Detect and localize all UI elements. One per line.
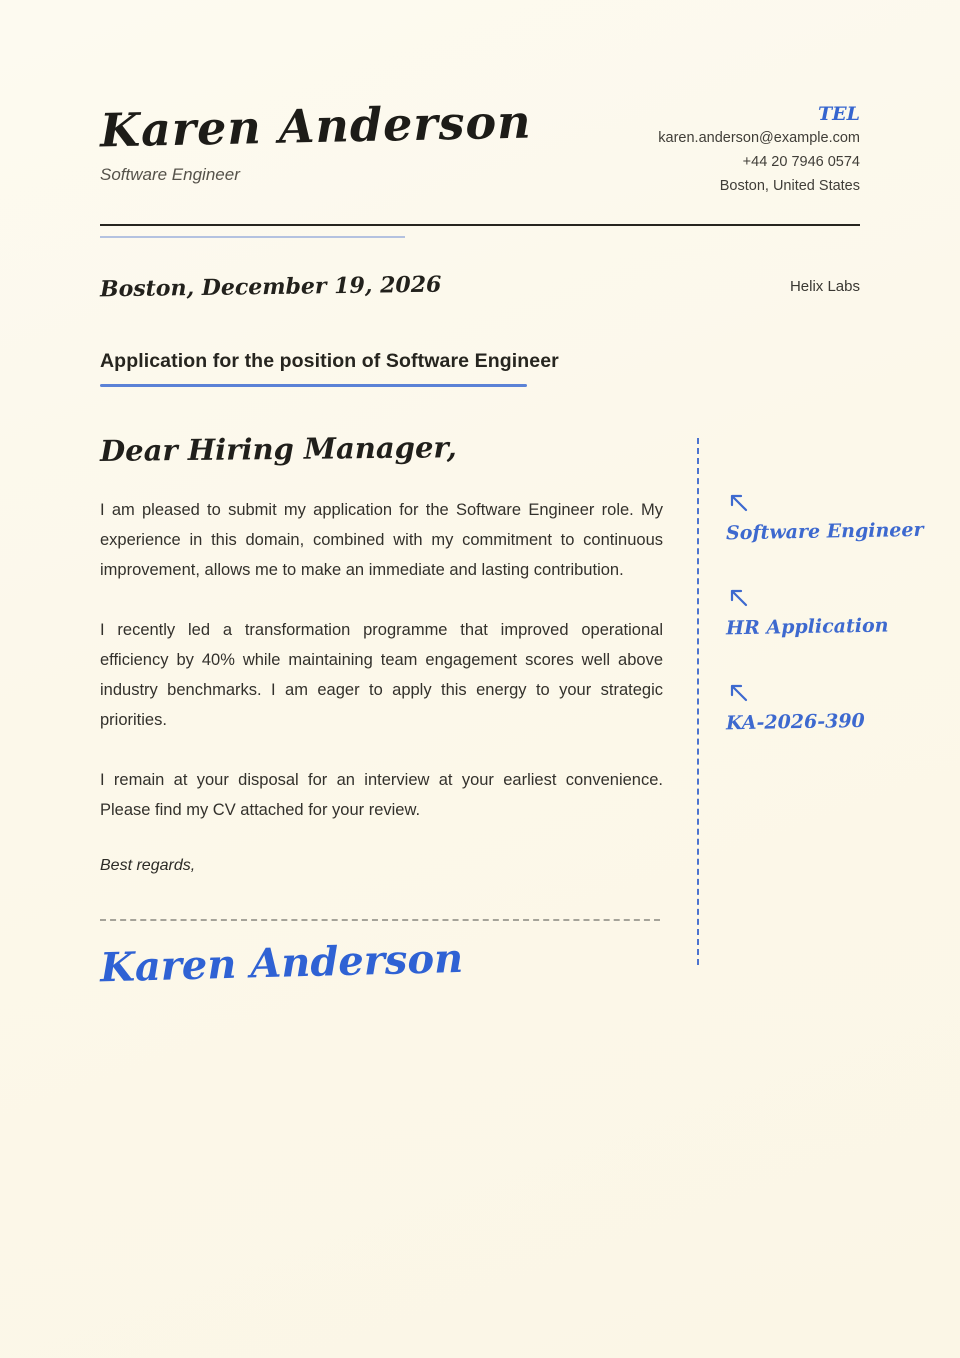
annotation-department [725, 585, 889, 640]
contact-email: karen.anderson@example.com [658, 130, 860, 146]
signature: Karen Anderson [99, 934, 464, 992]
tel-label: TEL [818, 103, 860, 125]
paragraph-intro: I am pleased to submit my application for the Software Engineer role. My experience in this domain, combined with my commitment to continuous improvement, allows me to make an immediate and lasting contribution. [100, 501, 663, 579]
arrow-up-left-icon [726, 680, 750, 704]
subject-block [100, 350, 860, 387]
annotation-reference [726, 680, 877, 733]
subject-underline [100, 384, 527, 387]
annotation-label: HR Application [725, 614, 889, 640]
annotation-position [725, 490, 924, 545]
closing: Best regards, [100, 857, 196, 874]
contact-block [658, 100, 860, 198]
contact-phone: +44 20 7946 0574 [742, 154, 860, 170]
signature-separator [100, 919, 660, 921]
annotation-label: Software Engineer [725, 518, 924, 545]
subject-title: Application for the position of Software Engineer [100, 350, 559, 372]
paragraph-achievement: I recently led a transformation programme that improved operational efficiency by 40% while maintaining team engagement scores well above industry benchmarks. I am eager to apply this energy to your strategic priorities. [100, 621, 663, 729]
annotations-rail [697, 438, 924, 965]
paragraph-availability: I remain at your disposal for an interview at your earliest convenience. Please find my CV attached for your review. [100, 771, 663, 819]
header-divider-rule [100, 224, 860, 226]
letter-body [99, 430, 663, 992]
header [99, 94, 860, 198]
author-job-title: Software Engineer [100, 164, 240, 184]
header-accent-line [100, 236, 405, 238]
annotation-label: KA-2026-390 [725, 709, 865, 735]
date-row [99, 271, 860, 303]
contact-location: Boston, United States [719, 178, 860, 194]
dateline: Boston, December 19, 2026 [99, 271, 442, 303]
arrow-up-left-icon [726, 585, 750, 609]
salutation: Dear Hiring Manager, [99, 430, 457, 468]
identity-block [99, 94, 533, 185]
recipient-company: Helix Labs [789, 278, 860, 295]
author-name: Karen Anderson [99, 94, 533, 158]
arrow-up-left-icon [726, 490, 750, 514]
